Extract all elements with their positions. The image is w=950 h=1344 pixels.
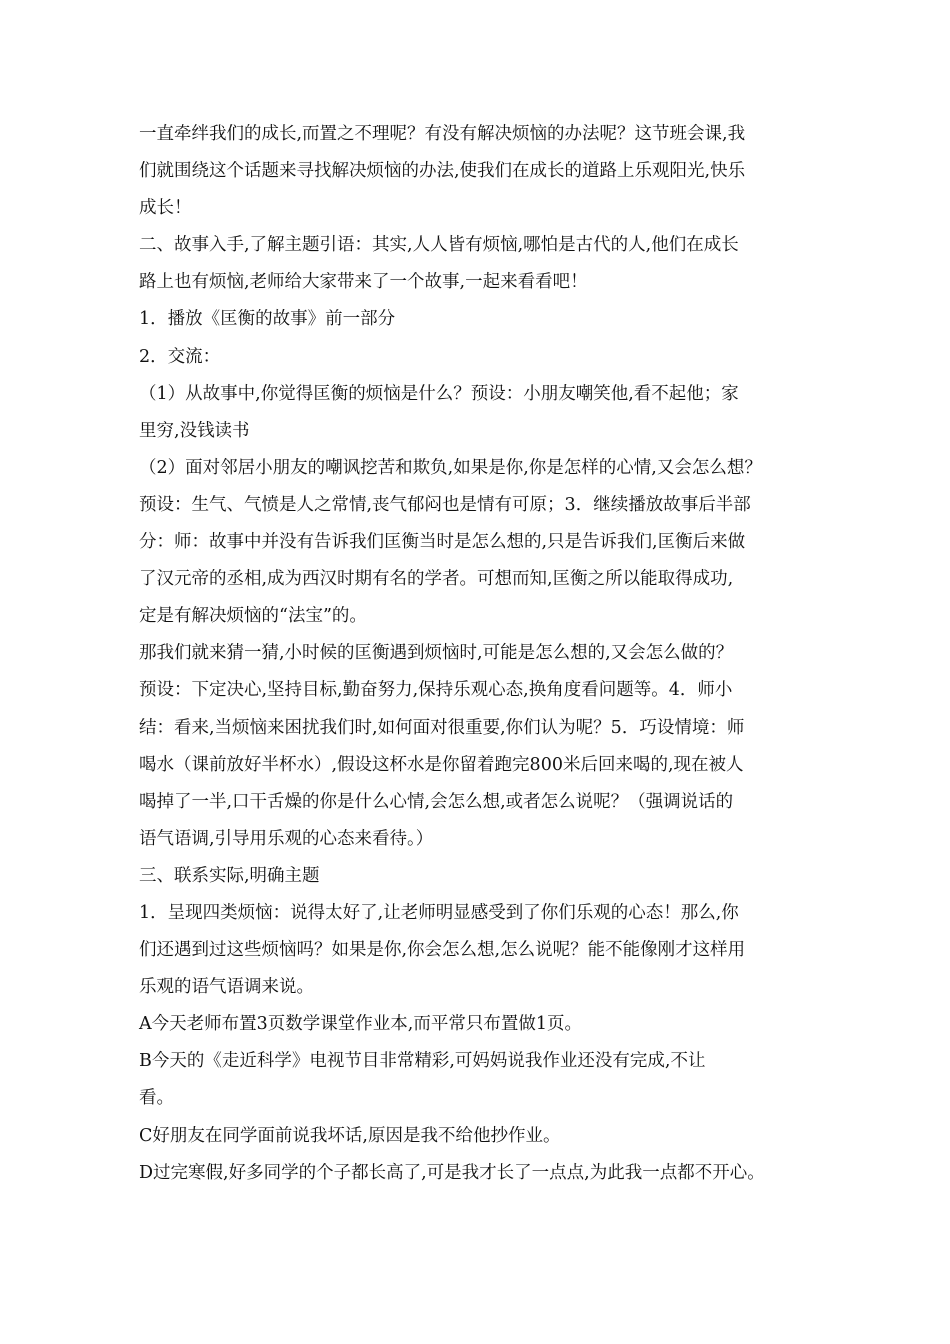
text-line: 定是有解决烦恼的“法宝”的。 [139,606,367,627]
text-line: 结：看来,当烦恼来困扰我们时,如何面对很重要,你们认为呢？5．巧设情境：师 [139,717,745,738]
text-line: 预设：生气、气愤是人之常情,丧气郁闷也是情有可原；3．继续播放故事后半部 [139,494,751,515]
text-line: 了汉元帝的丞相,成为西汉时期有名的学者。可想而知,匡衡之所以能取得成功, [139,569,734,590]
text-line: 们就围绕这个话题来寻找解决烦恼的办法,使我们在成长的道路上乐观阳光,快乐 [139,161,746,182]
option-item: A今天老师布置3页数学课堂作业本,而平常只布置做1页。 [139,1014,582,1035]
option-item: D过完寒假,好多同学的个子都长高了,可是我才长了一点点,为此我一点都不开心。 [139,1162,765,1183]
list-item: 1．呈现四类烦恼：说得太好了,让老师明显感受到了你们乐观的心态！那么,你 [139,902,739,923]
list-item: （1）从故事中,你觉得匡衡的烦恼是什么？预设：小朋友嘲笑他,看不起他；家 [139,383,739,404]
document-body [139,116,829,1192]
text-line: 那我们就来猜一猜,小时候的匡衡遇到烦恼时,可能是怎么想的,又会怎么做的？ [139,643,734,664]
text-line: 路上也有烦恼,老师给大家带来了一个故事,一起来看看吧！ [139,272,588,293]
text-line: 喝掉了一半,口干舌燥的你是什么心情,会怎么想,或者怎么说呢？（强调说话的 [139,791,734,812]
text-line: 一直牵绊我们的成长,而置之不理呢？有没有解决烦恼的办法呢？这节班会课,我 [139,124,746,144]
text-line: 喝水（课前放好半杯水）,假设这杯水是你留着跑完800米后回来喝的,现在被人 [139,754,744,775]
list-item: 1．播放《匡衡的故事》前一部分 [139,309,396,330]
section-heading: 二、故事入手,了解主题引语：其实,人人皆有烦恼,哪怕是古代的人,他们在成长 [139,235,739,256]
option-item: C好朋友在同学面前说我坏话,原因是我不给他抄作业。 [139,1125,561,1146]
list-item: （2）面对邻居小朋友的嘲讽挖苦和欺负,如果是你,你是怎样的心情,又会怎么想？ [139,457,762,478]
option-item: B今天的《走近科学》电视节目非常精彩,可妈妈说我作业还没有完成,不让 [139,1051,706,1072]
text-line: 语气语调,引导用乐观的心态来看待。） [139,828,434,849]
list-item: 2．交流： [139,346,221,367]
text-line: 预设：下定决心,坚持目标,勤奋努力,保持乐观心态,换角度看问题等。4．师小 [139,680,733,701]
text-line: 看。 [139,1088,174,1109]
section-heading: 三、联系实际,明确主题 [139,865,320,886]
text-line: 分：师：故事中并没有告诉我们匡衡当时是怎么想的,只是告诉我们,匡衡后来做 [139,532,746,553]
text-line: 们还遇到过这些烦恼吗？如果是你,你会怎么想,怎么说呢？能不能像刚才这样用 [139,940,746,961]
text-line: 乐观的语气语调来说。 [139,977,314,998]
text-line: 里穷,没钱读书 [139,420,250,441]
text-line: 成长！ [139,198,192,219]
